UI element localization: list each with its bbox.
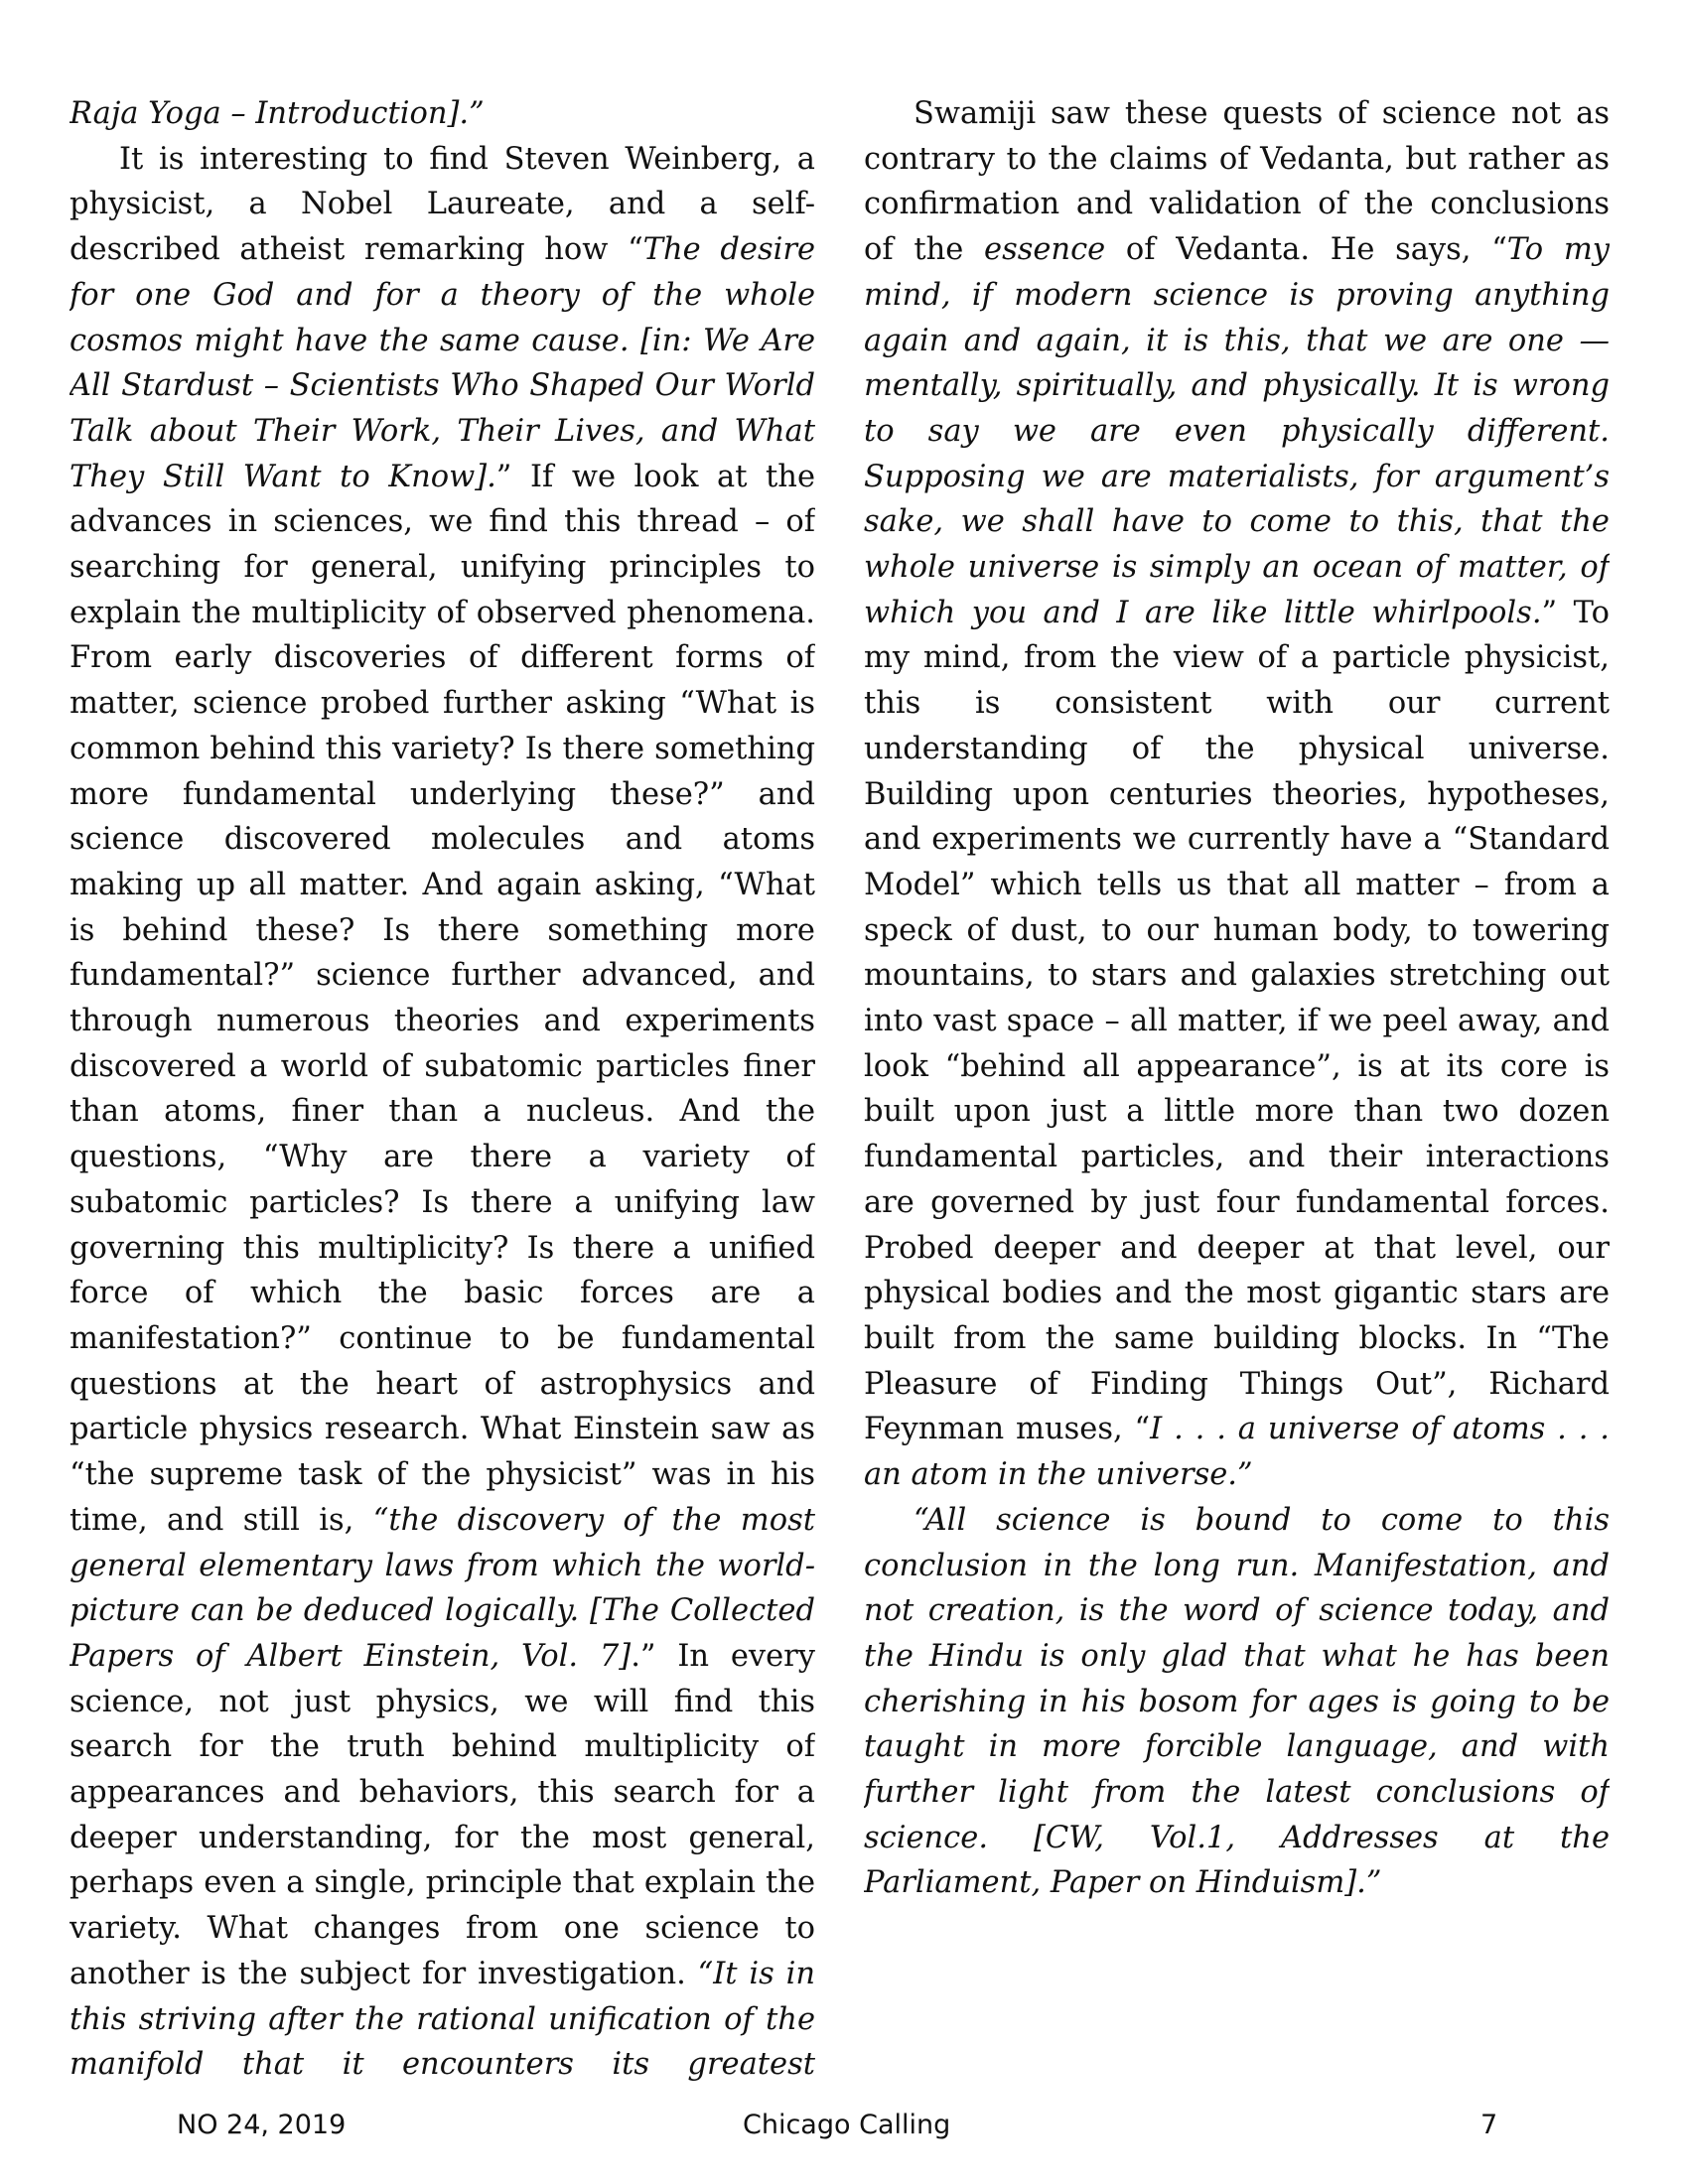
body-text: .” In every science, not just physics, we will find this search for the truth behind multiplicity of appearances and behaviors, this search for a deeper understanding, for the most general, perhaps even a single, principle that explain the variety. What changes from one science to another is the subject for investigation. — [70, 1638, 815, 1991]
weinberg-quote: The desire for one God and for a theory of the whole cosmos might have the same cause. [in: We Are All Stardust – Scientists Who Shaped Our World Talk about Their Work, Their Lives, and What They Still Want to Know]. — [70, 232, 815, 494]
paragraph-parliament-quote — [864, 1498, 1610, 1906]
footer-issue-date: NO 24, 2019 — [177, 2110, 347, 2140]
swamiji-quote: To my mind, if modern science is proving anything again and again, it is this, that we are one — mentally, spiritually, and physically. It is wrong to say we are even physically different. Supposing we are materialists, for argument’s sake, we shall have to come to this, that the whole universe is simply an ocean of matter, of which you and I are like little whirlpools. — [864, 232, 1610, 630]
body-text: ” To my mind, from the view of a particle physicist, this is consistent with our current understanding of the physical universe. Building upon centuries theories, hypotheses, and experiments we currently have a “Standard Model” which tells us that all matter – from a speck of dust, to our human body, to towering mountains, to stars and galaxies stretching out into vast space – all matter, if we peel away, and look “behind all appearance”, is at its core is built upon just a little more than two dozen fundamental particles, and their interactions are governed by just four fundamental forces. Probed deeper and deeper at that level, our physical bodies and the most gigantic stars are built from the same building blocks. In “The Pleasure of Finding Things Out”, Richard Feynman muses, “ — [864, 595, 1610, 1447]
footer-page-number: 7 — [1480, 2110, 1498, 2140]
source-reference-text: Raja Yoga – Introduction].” — [70, 96, 485, 131]
feynman-quote: I . . . a universe of atoms . . . an atom in the universe.” — [864, 1412, 1610, 1493]
paragraph-weinberg-einstein — [70, 137, 815, 2087]
body-text: It is interesting to find Steven Weinberg, a physicist, a Nobel Laureate, and a self-described atheist remarking how “ — [70, 141, 815, 268]
parliament-quote: “All science is bound to come to this conclusion in the long run. Manifestation, and not creation, is the word of science today, and the Hindu is only glad that what he has been cherishing in his bosom for ages is going to be taught in more forcible language, and with further light from the latest conclusions of science. [CW, Vol.1, Addresses at the Parliament, Paper on Hinduism].” — [864, 1502, 1610, 1901]
paragraph-swamiji-vedanta — [864, 91, 1610, 1498]
body-text: of Vedanta. He says, “ — [1105, 232, 1507, 268]
footer-publication-title: Chicago Calling — [743, 2110, 951, 2140]
continued-source-reference — [70, 91, 815, 137]
einstein-quote-science-religion: “It is in this striving after the rational unification of the manifold that it encounters its greatest — [70, 1956, 815, 2083]
body-text: Swamiji saw these quests of science not as contrary to the claims of Vedanta, but rather as confirmation and validation of the conclusions of the — [864, 96, 1610, 268]
einstein-quote-collected-papers: “the discovery of the most general elementary laws from which the world-picture can be deduced logically. [The Collected Papers of Albert Einstein, Vol. 7] — [70, 1502, 815, 1674]
left-column — [70, 91, 815, 2087]
body-text: ” If we look at the advances in sciences, we find this thread – of searching for general, unifying principles to explain the multiplicity of observed phenomena. From early discoveries of different forms of matter, science probed further asking “What is common behind this variety? Is there something more fundamental underlying these?” and science discovered molecules and atoms making up all matter. And again asking, “What is behind these? Is there something more fundamental?” science further advanced, and through numerous theories and experiments discovered a world of subatomic particles finer than atoms, finer than a nucleus. And the questions, “Why are there a variety of subatomic particles? Is there a unifying law governing this multiplicity? Is there a unified force of which the basic forces are a manifestation?” continue to be fundamental questions at the heart of astrophysics and particle physics research. What Einstein saw as “the supreme task of the physicist” was in his time, and still is, — [70, 459, 815, 1538]
right-column — [864, 91, 1610, 2087]
emphasis-essence: essence — [984, 232, 1106, 268]
